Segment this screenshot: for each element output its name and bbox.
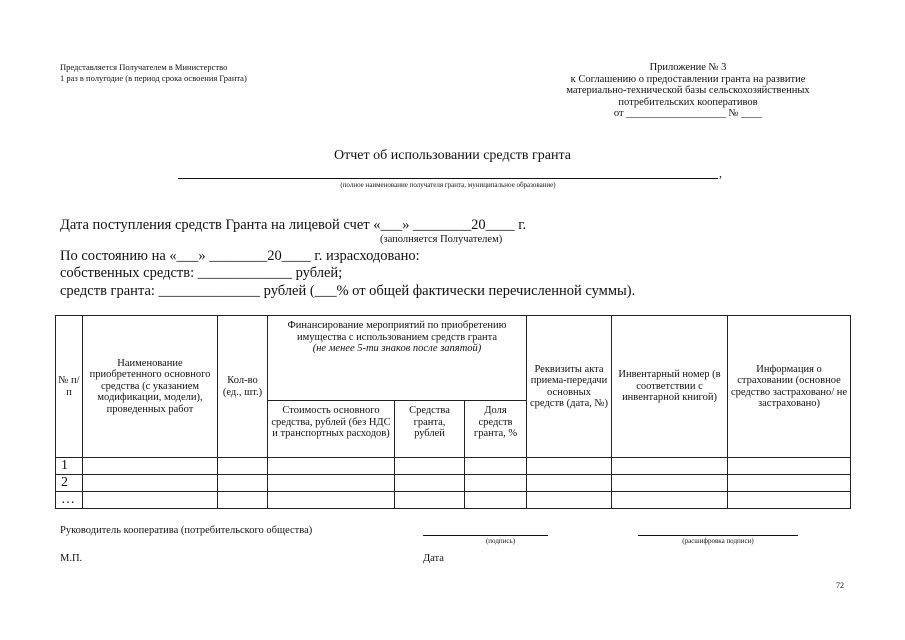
header-asset-name: Наименование приобретенного основного средства (с указанием модификации, модели), проведенных работ [83,316,218,458]
signature-decode-line[interactable] [638,525,798,536]
stamp-place-label: М.П. [60,553,83,564]
table-cell[interactable] [465,458,527,475]
header-grant-share: Доля средств гранта, % [465,401,527,458]
table-cell[interactable] [728,492,851,509]
table-cell[interactable] [218,475,268,492]
table-row [56,492,851,509]
date-label: Дата [423,553,444,564]
table-cell[interactable] [268,458,395,475]
header-act-details: Реквизиты акта приема-передачи основных средств (дата, №) [527,316,612,458]
financing-title: Финансирование мероприятий по приобретению имущества с использованием средств гранта [287,320,507,343]
report-table [55,315,851,509]
header-left [60,62,247,84]
own-funds-line: собственных средств: _____________ рублей; [60,265,343,281]
table-cell[interactable] [83,475,218,492]
table-cell[interactable] [218,492,268,509]
appendix-number: Приложение № 3 [649,62,727,73]
table-row [56,475,851,492]
table-cell[interactable] [612,458,728,475]
header-insurance: Информация о страховании (основное средство застраховано/ не застраховано) [728,316,851,458]
signature-decode-hint: (расшифровка подписи) [682,537,754,545]
table-cell[interactable] [83,458,218,475]
table-cell[interactable] [268,475,395,492]
row-number: 2 [56,475,83,492]
header-left-line-1: Представляется Получателем в Министерство [60,62,228,72]
table-row [56,458,851,475]
signature-hint: (подпись) [485,537,516,545]
header-asset-cost: Стоимость основного средства, рублей (без НДС и транспортных расходов) [268,401,395,458]
header-left-line-2: 1 раз в полугодие (в период срока освоения Гранта) [60,73,247,83]
table-cell[interactable] [612,492,728,509]
table-cell[interactable] [395,475,465,492]
row-number: 1 [56,458,83,475]
appendix-line-5: от ___________________ № ____ [613,108,763,119]
appendix-line-2: к Соглашению о предоставлении гранта на развитие [570,73,806,85]
table-cell[interactable] [527,458,612,475]
state-line: По состоянию на «___» ________20____ г. израсходовано: [60,248,420,264]
table-cell[interactable] [83,492,218,509]
head-of-cooperative-label: Руководитель кооператива (потребительского общества) [60,525,313,536]
table-cell[interactable] [218,458,268,475]
table-cell[interactable] [527,475,612,492]
table-cell[interactable] [728,458,851,475]
table-cell[interactable] [395,458,465,475]
date-received-line: Дата поступления средств Гранта на лицевой счет «___» ________20____ г. [60,217,527,233]
header-right [528,62,848,120]
grant-funds-line: средств гранта: ______________ рублей (___% от общей фактически перечисленной суммы). [60,283,636,299]
table-cell[interactable] [527,492,612,509]
table-cell[interactable] [268,492,395,509]
date-hint: (заполняется Получателем) [380,234,503,245]
header-num: № п/п [56,316,83,458]
header-grant-funds: Средства гранта, рублей [395,401,465,458]
table-cell[interactable] [465,475,527,492]
header-financing [268,316,527,401]
page-number: 72 [836,581,844,590]
table-cell[interactable] [395,492,465,509]
row-number: … [56,492,83,509]
table-cell[interactable] [465,492,527,509]
financing-note: (не менее 5-ти знаков после запятой) [312,343,482,354]
appendix-line-4: потребительских кооперативов [618,96,758,108]
recipient-comma: , [719,166,722,180]
header-inventory-number: Инвентарный номер (в соответствии с инвентарной книгой) [612,316,728,458]
table-cell[interactable] [612,475,728,492]
recipient-hint: (полное наименование получателя гранта, муниципальное образование) [340,181,556,189]
signature-line[interactable] [423,525,548,536]
recipient-name-line[interactable] [178,164,718,179]
table-cell[interactable] [728,475,851,492]
header-quantity: Кол-во (ед., шт.) [218,316,268,458]
document-title: Отчет об использовании средств гранта [334,148,571,163]
appendix-line-3: материально-технической базы сельскохозяйственных [566,85,810,96]
